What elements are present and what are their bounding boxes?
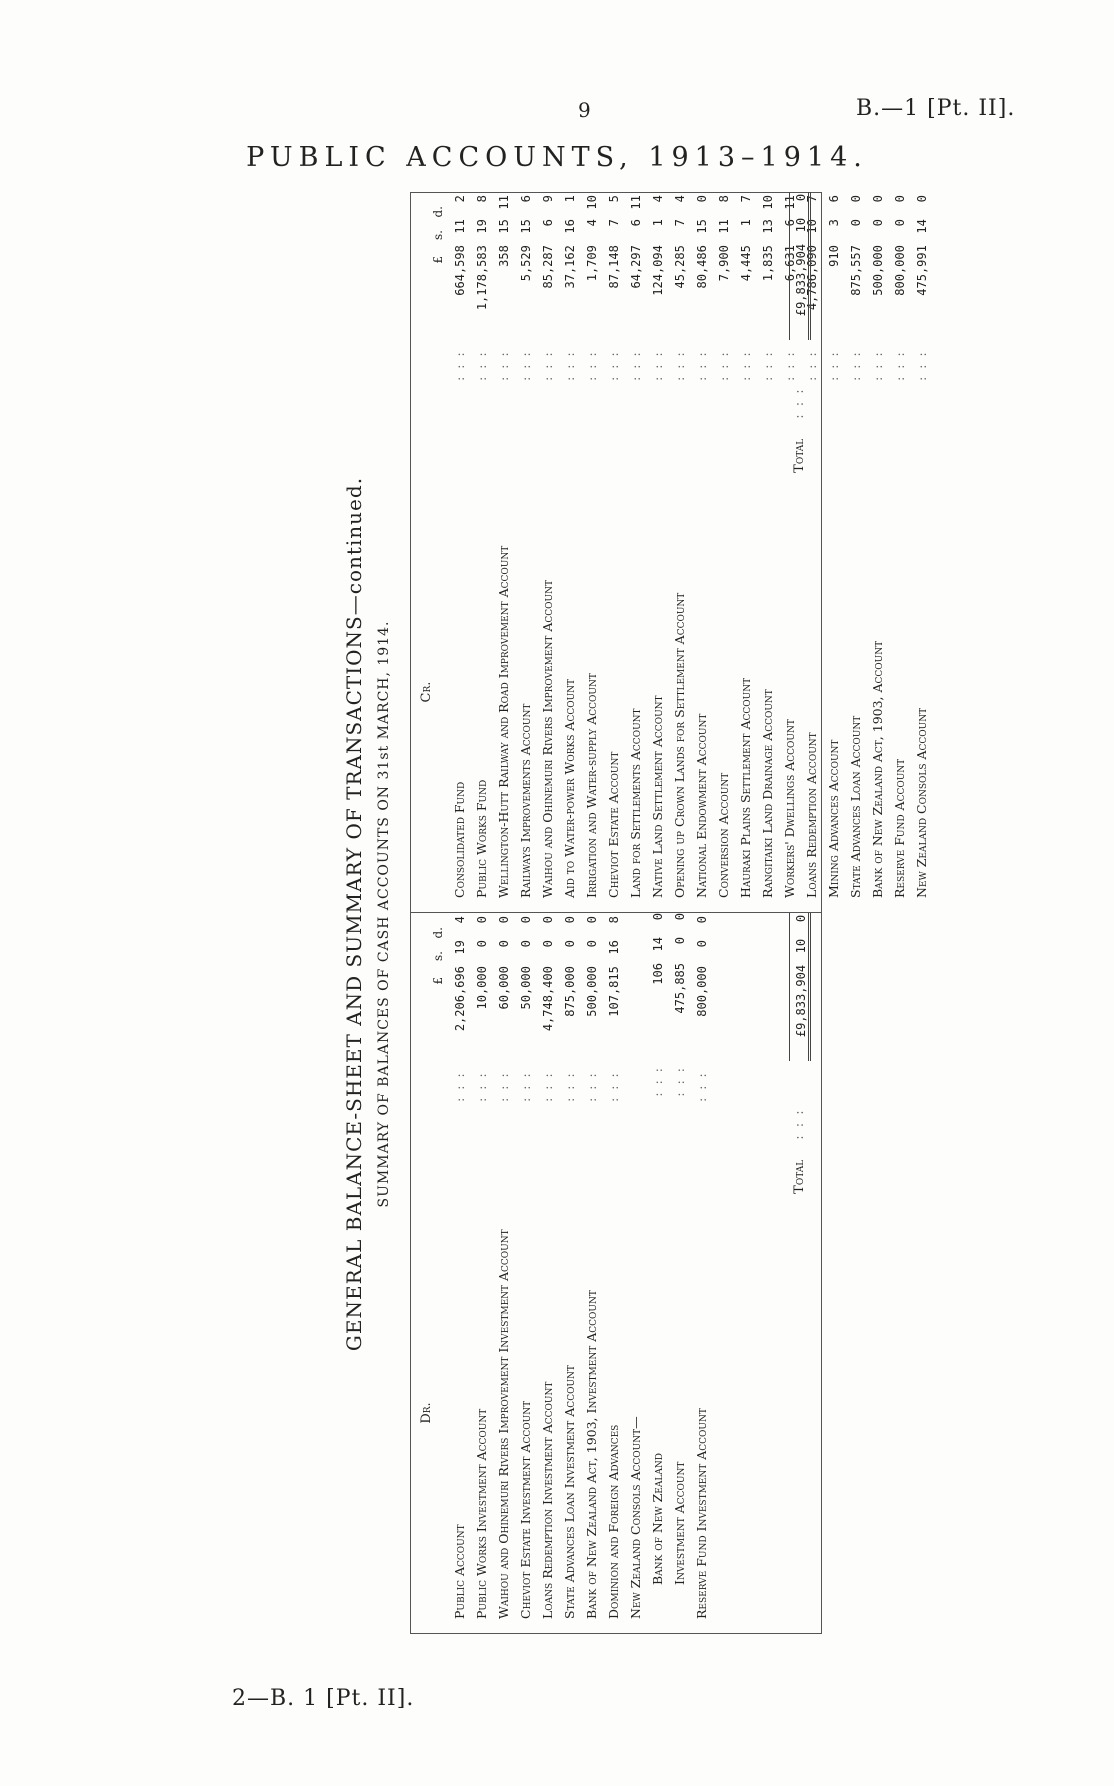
pence-column-header: d. <box>431 206 445 218</box>
amount-pence: 0 <box>541 916 555 924</box>
amount-pounds: 800,000 <box>893 245 907 296</box>
account-name: Opening up Crown Lands for Settlement Account <box>672 592 687 898</box>
amount-shillings: 16 <box>607 940 621 955</box>
table-row <box>471 913 493 1633</box>
amount-pounds: 875,557 <box>849 245 863 296</box>
account-name: New Zealand Consols Account <box>914 707 929 898</box>
amount-pounds: 5,529 <box>519 245 533 282</box>
debit-side <box>411 912 821 1633</box>
amount-pence: 1 <box>563 195 577 203</box>
account-name: Rangitaiki Land Drainage Account <box>760 689 775 898</box>
total-label: Total <box>792 1159 807 1194</box>
amount-pence: 6 <box>519 195 533 203</box>
leader-dots: : : : <box>518 350 533 381</box>
amount-pounds: 7,900 <box>717 245 731 282</box>
table-row <box>471 192 493 912</box>
amount-shillings: 14 <box>915 219 929 234</box>
leader-dots: : : : <box>892 350 907 381</box>
account-name: Reserve Fund Account <box>892 758 907 898</box>
pound-column-header: £ <box>431 977 445 985</box>
table-row <box>449 913 471 1633</box>
amount-shillings: 16 <box>563 219 577 234</box>
amount-pounds <box>625 966 647 1062</box>
statement-title: GENERAL BALANCE-SHEET AND SUMMARY OF TRANSACTIONS—continued. <box>342 476 366 1352</box>
amount-pence: 10 <box>585 195 599 210</box>
debit-heading: Dr. <box>419 1402 434 1424</box>
amount-pounds: 664,598 <box>453 245 467 296</box>
amount-shillings: 6 <box>783 219 797 227</box>
amount-shillings: 19 <box>475 219 489 234</box>
table-row <box>449 192 471 912</box>
leader-dots: : : : <box>782 350 797 381</box>
amount-shillings: 14 <box>651 937 665 952</box>
leader-dots: : : : <box>650 1065 665 1097</box>
table-row <box>515 913 537 1633</box>
total-pence: 0 <box>794 914 808 923</box>
account-name: New Zealand Consols Account— <box>628 1416 643 1619</box>
amount-shillings: 1 <box>739 219 753 227</box>
table-row <box>823 192 845 912</box>
account-name: Cheviot Estate Account <box>606 751 621 898</box>
amount-pounds: 107,815 <box>607 966 621 1017</box>
leader-dots: : : : <box>914 350 929 381</box>
amount-pence: 4 <box>453 916 467 924</box>
account-name: Bank of New Zealand <box>650 1453 665 1585</box>
amount-pence: 0 <box>651 913 665 921</box>
table-row <box>559 192 581 912</box>
amount-pounds: 64,297 <box>629 245 643 289</box>
amount-pence: 11 <box>629 195 643 210</box>
amount-shillings: 0 <box>871 219 885 227</box>
amount-pence: 11 <box>497 195 511 210</box>
amount-shillings: 3 <box>827 219 841 227</box>
credit-heading: Cr. <box>419 681 434 703</box>
table-row <box>493 913 515 1633</box>
amount-pounds: 124,094 <box>651 245 665 296</box>
account-name: Loans Redemption Account <box>804 732 819 898</box>
account-name: Hauraki Plains Settlement Account <box>738 677 753 898</box>
table-row <box>889 192 911 912</box>
leader-dots: : : : <box>792 1108 807 1140</box>
amount-pence: 11 <box>783 195 797 210</box>
amount-shillings: 0 <box>563 940 577 948</box>
amount-pence: 0 <box>585 916 599 924</box>
amount-pounds: 2,206,696 <box>453 966 467 1032</box>
leader-dots: : : : <box>672 350 687 381</box>
table-row <box>625 192 647 912</box>
table-row <box>911 192 933 912</box>
leader-dots: : : : <box>738 350 753 381</box>
table-row <box>669 913 691 1633</box>
amount-pounds: 4,786,090 <box>805 245 819 311</box>
amount-pounds: 4,748,400 <box>541 966 555 1032</box>
amount-shillings: 1 <box>651 219 665 227</box>
footer-reference: 2—B. 1 [Pt. II]. <box>232 1686 415 1711</box>
amount-pence: 0 <box>695 916 709 924</box>
amount-pence: 4 <box>651 195 665 203</box>
leader-dots: : : : <box>562 1071 577 1102</box>
total-pence: 0 <box>794 193 808 202</box>
amount-pence <box>625 916 647 940</box>
amount-pounds: 50,000 <box>519 966 533 1010</box>
amount-shillings: 0 <box>541 940 555 948</box>
table-row <box>845 192 867 912</box>
table-row <box>581 192 603 912</box>
amount-pence: 10 <box>761 195 775 210</box>
amount-pence: 0 <box>519 916 533 924</box>
amount-pounds: 875,000 <box>563 966 577 1017</box>
amount-shillings: 0 <box>475 940 489 948</box>
table-row <box>647 192 669 912</box>
amount-pounds: 475,885 <box>673 963 687 1014</box>
amount-pounds: 80,486 <box>695 245 709 289</box>
amount-pounds: 358 <box>497 245 511 267</box>
table-row <box>603 913 625 1633</box>
amount-pence: 2 <box>453 195 467 203</box>
total-pounds: £9,833,904 <box>794 243 808 317</box>
leader-dots: : : : <box>540 350 555 381</box>
amount-shillings: 10 <box>805 219 819 234</box>
account-name: Investment Account <box>672 1461 687 1585</box>
total-shillings: 10 <box>794 938 808 954</box>
amount-shillings: 11 <box>453 219 467 234</box>
amount-pounds: 4,445 <box>739 245 753 282</box>
table-row <box>559 913 581 1633</box>
pound-column-header: £ <box>431 256 445 264</box>
leader-dots: : : : <box>870 350 885 381</box>
leader-dots: : : : <box>452 350 467 381</box>
table-row <box>691 192 713 912</box>
account-name: Conversion Account <box>716 772 731 898</box>
amount-shillings: 15 <box>695 219 709 234</box>
amount-shillings: 0 <box>519 940 533 948</box>
statement-subtitle: SUMMARY OF BALANCES OF CASH ACCOUNTS ON 31st MARCH, 1914. <box>376 620 392 1208</box>
table-row <box>691 913 713 1633</box>
page-number: 9 <box>578 98 591 122</box>
account-name: National Endowment Account <box>694 713 709 898</box>
amount-shillings: 6 <box>541 219 555 227</box>
credit-total-row <box>789 192 811 912</box>
table-row <box>713 192 735 912</box>
leader-dots: : : : <box>628 350 643 381</box>
account-name: Aid to Water-power Works Account <box>562 678 577 898</box>
amount-pounds: 1,178,583 <box>475 245 489 311</box>
account-name: Reserve Fund Investment Account <box>694 1408 709 1619</box>
leader-dots: : : : <box>562 350 577 381</box>
leader-dots: : : : <box>716 350 731 381</box>
shilling-column-header: s. <box>431 951 445 961</box>
leader-dots: : : : <box>606 350 621 381</box>
leader-dots: : : : <box>694 350 709 381</box>
amount-pounds: 60,000 <box>497 966 511 1010</box>
amount-pence: 5 <box>607 195 621 203</box>
account-name: Cheviot Estate Investment Account <box>518 1400 533 1619</box>
amount-pence: 8 <box>475 195 489 203</box>
account-name: Loans Redemption Investment Account <box>540 1381 555 1619</box>
amount-shillings: 4 <box>585 219 599 227</box>
account-name: State Advances Loan Account <box>848 715 863 898</box>
amount-pence: 7 <box>739 195 753 203</box>
account-name: State Advances Loan Investment Account <box>562 1365 577 1619</box>
leader-dots: : : : <box>826 350 841 381</box>
leader-dots: : : : <box>518 1071 533 1102</box>
amount-shillings: 0 <box>695 940 709 948</box>
amount-shillings: 11 <box>717 219 731 234</box>
amount-pounds: 106 <box>651 963 665 985</box>
amount-pence: 9 <box>541 195 555 203</box>
account-name: Public Works Investment Account <box>474 1408 489 1619</box>
amount-shillings: 7 <box>673 219 687 227</box>
amount-shillings: 0 <box>849 219 863 227</box>
leader-dots: : : : <box>540 1071 555 1102</box>
leader-dots: : : : <box>452 1071 467 1102</box>
amount-pounds: 1,709 <box>585 245 599 282</box>
amount-shillings <box>625 940 647 966</box>
table-row <box>493 192 515 912</box>
leader-dots <box>625 1062 647 1102</box>
amount-pounds: 500,000 <box>585 966 599 1017</box>
amount-pounds: 910 <box>827 245 841 267</box>
amount-pounds: 6,631 <box>783 245 797 282</box>
leader-dots: : : : <box>848 350 863 381</box>
amount-pence: 0 <box>563 916 577 924</box>
leader-dots: : : : <box>672 1065 687 1097</box>
amount-shillings: 19 <box>453 940 467 955</box>
credit-rows <box>449 192 933 912</box>
amount-shillings: 15 <box>497 219 511 234</box>
table-row <box>515 192 537 912</box>
leader-dots: : : : <box>694 1071 709 1102</box>
total-label: Total <box>792 438 807 473</box>
leader-dots: : : : <box>584 350 599 381</box>
account-name: Mining Advances Account <box>826 739 841 898</box>
account-name: Dominion and Foreign Advances <box>606 1424 621 1619</box>
leader-dots: : : : <box>584 1071 599 1102</box>
account-name: Wellington-Hutt Railway and Road Improvement Account <box>496 545 511 898</box>
leader-dots: : : : <box>496 1071 511 1102</box>
leader-dots: : : : <box>650 350 665 381</box>
leader-dots: : : : <box>804 350 819 381</box>
table-row <box>669 192 691 912</box>
account-name: Public Account <box>452 1524 467 1619</box>
account-name: Bank of New Zealand Act, 1903, Account <box>870 640 885 898</box>
table-row <box>647 913 669 1633</box>
page-title: PUBLIC ACCOUNTS, 1913–1914. <box>246 142 868 173</box>
table-row <box>757 192 779 912</box>
account-name: Waihou and Ohinemuri Rivers Improvement Account <box>540 580 555 898</box>
amount-pence: 0 <box>695 195 709 203</box>
debit-rows <box>449 913 713 1633</box>
amount-shillings: 0 <box>497 940 511 948</box>
amount-pounds: 85,287 <box>541 245 555 289</box>
amount-pounds: 475,991 <box>915 245 929 296</box>
table-row <box>537 192 559 912</box>
amount-pence: 0 <box>915 195 929 203</box>
amount-pence: 6 <box>827 195 841 203</box>
amount-pounds: 45,285 <box>673 245 687 289</box>
table-row <box>581 913 603 1633</box>
pence-column-header: d. <box>431 927 445 939</box>
amount-pence: 7 <box>805 195 819 203</box>
total-pounds: £9,833,904 <box>794 964 808 1038</box>
amount-shillings: 0 <box>673 937 687 945</box>
leader-dots: : : : <box>474 350 489 381</box>
amount-pence: 4 <box>673 195 687 203</box>
account-name: Workers' Dwellings Account <box>782 719 797 898</box>
table-row <box>735 192 757 912</box>
account-name: Irrigation and Water-supply Account <box>584 673 599 898</box>
account-name: Railways Improvements Account <box>518 703 533 898</box>
amount-shillings: 0 <box>585 940 599 948</box>
leader-dots: : : : <box>474 1071 489 1102</box>
amount-pounds: 800,000 <box>695 966 709 1017</box>
amount-pounds: 87,148 <box>607 245 621 289</box>
amount-pounds: 500,000 <box>871 245 885 296</box>
amount-pence: 0 <box>497 916 511 924</box>
credit-side <box>411 192 929 912</box>
balances-table <box>410 192 929 1634</box>
leader-dots: : : : <box>496 350 511 381</box>
amount-shillings: 7 <box>607 219 621 227</box>
shilling-column-header: s. <box>431 230 445 240</box>
amount-pence: 0 <box>849 195 863 203</box>
total-shillings: 10 <box>794 217 808 233</box>
leader-dots: : : : <box>760 350 775 381</box>
account-name: Bank of New Zealand Act, 1903, Investment Account <box>584 1290 599 1619</box>
account-name: Native Land Settlement Account <box>650 695 665 898</box>
amount-pence: 0 <box>871 195 885 203</box>
document-reference: B.—1 [Pt. II]. <box>856 96 1016 121</box>
table-row <box>603 192 625 912</box>
amount-pounds: 37,162 <box>563 245 577 289</box>
leader-dots: : : : <box>606 1071 621 1102</box>
amount-shillings: 6 <box>629 219 643 227</box>
account-name: Land for Settlements Account <box>628 708 643 898</box>
amount-pence: 0 <box>673 913 687 921</box>
account-name: Consolidated Fund <box>452 781 467 898</box>
amount-pence: 8 <box>717 195 731 203</box>
amount-pence: 8 <box>607 916 621 924</box>
table-row <box>625 913 647 1633</box>
table-row <box>867 192 889 912</box>
leader-dots: : : : <box>792 387 807 419</box>
amount-pounds: 1,835 <box>761 245 775 282</box>
account-name: Public Works Fund <box>474 779 489 898</box>
amount-pence: 0 <box>475 916 489 924</box>
amount-shillings: 0 <box>893 219 907 227</box>
balance-sheet <box>328 184 929 1644</box>
amount-shillings: 15 <box>519 219 533 234</box>
amount-shillings: 13 <box>761 219 775 234</box>
amount-pence: 0 <box>893 195 907 203</box>
account-name: Waihou and Ohinemuri Rivers Improvement Investment Account <box>496 1229 511 1619</box>
amount-pounds: 10,000 <box>475 966 489 1010</box>
debit-total-row <box>789 913 811 1633</box>
table-row <box>537 913 559 1633</box>
